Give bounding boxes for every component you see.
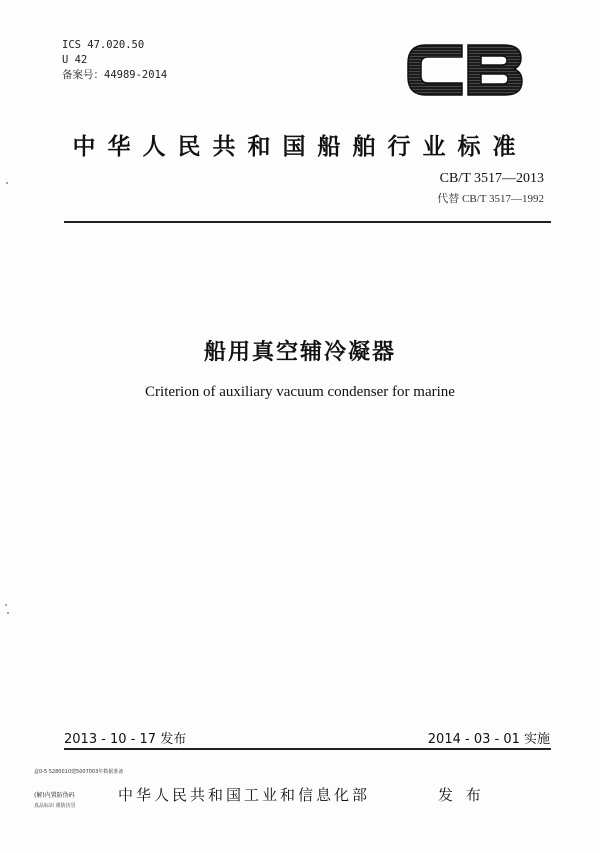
effective-date: 2014 - 03 - 01 实施 xyxy=(427,732,550,747)
anti-counterfeit-stamp-line1: 盒0-5 5280010建5007003年数据准备 xyxy=(34,769,124,775)
issuing-authority: 中华人民共和国工业和信息化部 xyxy=(118,786,371,804)
issue-date: 2013 - 10 - 17 发布 xyxy=(64,732,187,747)
top-divider xyxy=(64,221,551,223)
bottom-divider xyxy=(64,748,551,750)
standard-code: CB/T 3517—2013 xyxy=(439,171,544,186)
scan-speck xyxy=(6,182,8,184)
issue-label: 发 布 xyxy=(438,786,485,804)
anti-counterfeit-stamp-line2: (解)内置防伪码 xyxy=(34,792,75,799)
scan-speck xyxy=(7,612,9,614)
ccs-code: U 42 xyxy=(62,54,88,66)
ics-code: ICS 47.020.50 xyxy=(62,39,145,51)
cb-logo xyxy=(404,41,526,99)
document-title-chinese: 船用真空辅冷凝器 xyxy=(203,340,396,365)
record-number: 备案号：44989-2014 xyxy=(62,69,168,81)
replaces-code: 代替 CB/T 3517—1992 xyxy=(437,193,544,205)
document-metadata xyxy=(62,38,167,83)
document-title-english: Criterion of auxiliary vacuum condenser for marine xyxy=(145,384,455,400)
anti-counterfeit-stamp-line3: 真品标识 谨防仿冒 xyxy=(34,803,76,809)
organization-title: 中华人民共和国船舶行业标准 xyxy=(72,134,528,160)
scan-speck xyxy=(5,604,7,606)
